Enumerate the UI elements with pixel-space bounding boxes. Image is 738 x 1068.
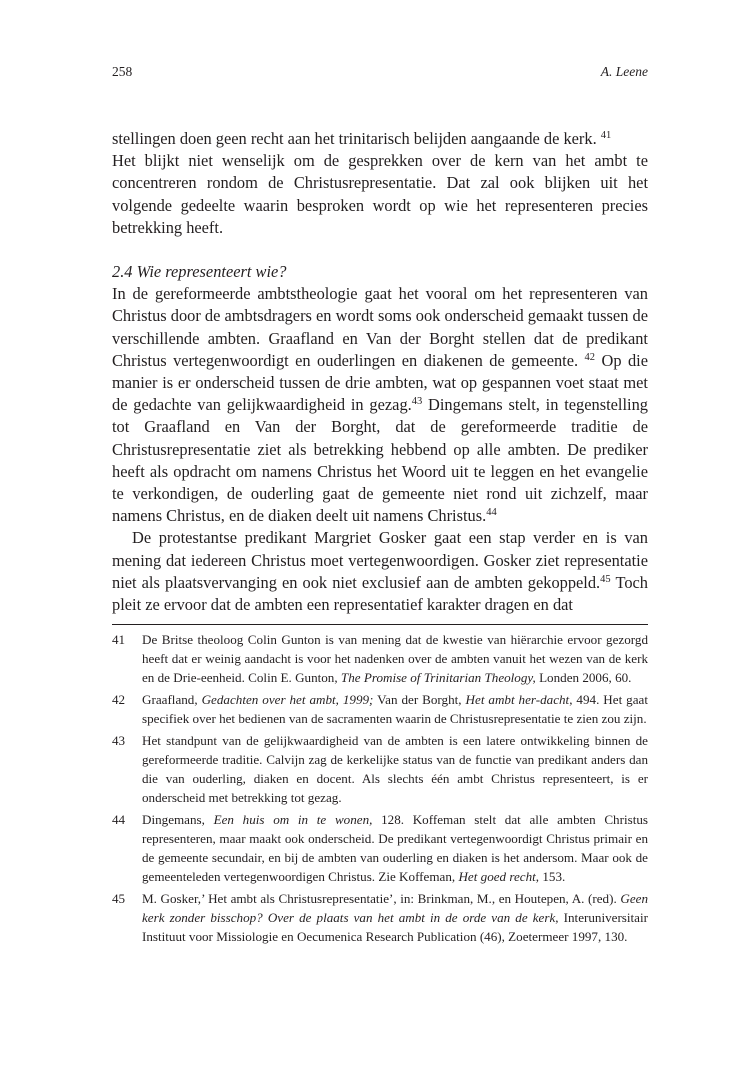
- footnote-text: , Interuniversitair Instituut voor Missiologie en Oecumenica Research Publication (46), Zoetermeer 1997, 130.: [142, 910, 648, 944]
- paragraph-4: [112, 527, 648, 616]
- footnote-number: 41: [112, 632, 126, 647]
- footnote-divider: [112, 624, 648, 625]
- footnote-ref-41[interactable]: 41: [600, 130, 612, 141]
- footnote-title: The Promise of Trinitarian Theology,: [340, 670, 536, 685]
- footnote-ref-44[interactable]: 44: [486, 507, 497, 519]
- body-text: [112, 128, 648, 616]
- paragraph-1: [112, 128, 648, 150]
- paragraph-2: Het blijkt niet wenselijk om de gesprekken over de kern van het ambt te concentreren rondom de Christusrepresentatie. Dat zal ook blijken uit het volgende gedeelte waarin besproken wordt op wie het representeren precies betrekking heeft.: [112, 151, 648, 237]
- footnote-text: Graafland,: [142, 692, 198, 707]
- footnote-42: [112, 690, 648, 728]
- running-head-author: A. Leene: [600, 64, 648, 79]
- footnote-title: Het goed recht: [458, 869, 536, 884]
- footnote-text: Dingemans,: [142, 812, 205, 827]
- footnote-title: Gedachten over het ambt, 1999;: [201, 692, 374, 707]
- paragraph-3-text-a: In de gereformeerde ambtstheologie gaat het vooral om het representeren van Christus door de ambtsdragers en wordt soms ook onderscheid gemaakt tussen de verschillende ambten. Graafland en Van der Borght stellen dat de predikant Christus vertegenwoordigt en ouderlingen en diakenen de gemeente.: [112, 284, 648, 370]
- footnote-43: [112, 731, 648, 807]
- paragraph-3-text-b: Op die manier is er onderscheid tussen de drie ambten, wat op gespannen voet staat met de gedachte van gelijkwaardigheid in gezag.: [112, 350, 648, 415]
- footnote-text: Londen 2006, 60.: [539, 670, 632, 685]
- footnote-number: 44: [112, 812, 126, 827]
- footnote-44: [112, 810, 648, 886]
- footnote-number: 45: [112, 891, 126, 906]
- paragraph-1-text: stellingen doen geen recht aan het trinitarisch belijden aangaande de kerk.: [112, 129, 597, 148]
- paragraph-3-text-c: Dingemans stelt, in tegenstelling tot Graafland en Van der Borght, dat de gereformeerde traditie de Christusrepresentatie ziet als betrekking hebbend op alle ambten. De prediker heeft als opdracht om namens Christus het Woord uit te leggen en het evangelie te verkondigen, de ouderling gaat de gemeente niet rond uit zichzelf, maar namens Christus, en de diaken deelt uit namens Christus.: [112, 395, 648, 526]
- paragraph-3: [112, 283, 648, 527]
- footnote-text: , 494. Het gaat specifiek over het bedienen van de sacramenten waarin de Christusrepresentatie te zien zou zijn.: [142, 692, 648, 726]
- footnote-45: [112, 889, 648, 946]
- footnote-title: Geen kerk zonder bisschop? Over de plaats van het ambt in de orde van de kerk: [142, 891, 648, 925]
- footnote-number: 43: [112, 733, 126, 748]
- footnote-text: M. Gosker,’ Het ambt als Christusrepresentatie’, in: Brinkman, M., en Houtepen, A. (red).: [142, 891, 617, 906]
- footnote-ref-43[interactable]: 43: [411, 396, 423, 408]
- footnote-text: 128. Koffeman stelt dat alle ambten Christus representeren, maar maakt ook onderscheid. De predikant vertegenwoordigt Christus primair en de gemeente secundair, en bij de ambten van ouderling en diaken is het andersom. Maar ook de gemeenteleden vertegenwoordigen Christus. Zie Koffeman,: [142, 812, 648, 884]
- footnote-title: Een huis om in te wonen,: [213, 812, 373, 827]
- footnote-text: , 153.: [535, 869, 566, 884]
- paragraph-4-text-a: De protestantse predikant Margriet Gosker gaat een stap verder en is van mening dat iedereen Christus moet vertegenwoordigen. Gosker ziet representatie niet als plaatsvervanging en ook niet exclusief aan de ambten gekoppeld.: [112, 528, 648, 592]
- footnote-41: [112, 630, 648, 687]
- footnote-text: Van der Borght,: [377, 692, 462, 707]
- page-number: 258: [112, 64, 133, 79]
- paragraph-4-text-b: Toch pleit ze ervoor dat de ambten een representatief karakter dragen en dat: [112, 572, 648, 615]
- footnotes: [112, 630, 648, 949]
- section-heading: 2.4 Wie representeert wie?: [112, 262, 287, 282]
- footnote-number: 42: [112, 692, 126, 707]
- footnote-title: Het ambt her-dacht: [465, 692, 570, 707]
- footnote-ref-42[interactable]: 42: [584, 351, 596, 363]
- footnote-text: Het standpunt van de gelijkwaardigheid van de ambten is een latere ontwikkeling binnen de gereformeerde traditie. Calvijn zag de kerkelijke status van de functie van predikant anders dan die van ouderling, diaken en docent. Als slechts één ambt Christus representeert, is er onderscheid met betrekking tot gezag.: [142, 733, 648, 805]
- footnote-text: De Britse theoloog Colin Gunton is van mening dat de kwestie van hiërarchie ervoor gezorgd heeft dat er weinig aandacht is voor het nadenken over de ambten vanuit het wezen van de kerk en de Drie-eenheid. Colin E. Gunton,: [142, 632, 648, 685]
- footnote-ref-45[interactable]: 45: [600, 573, 611, 585]
